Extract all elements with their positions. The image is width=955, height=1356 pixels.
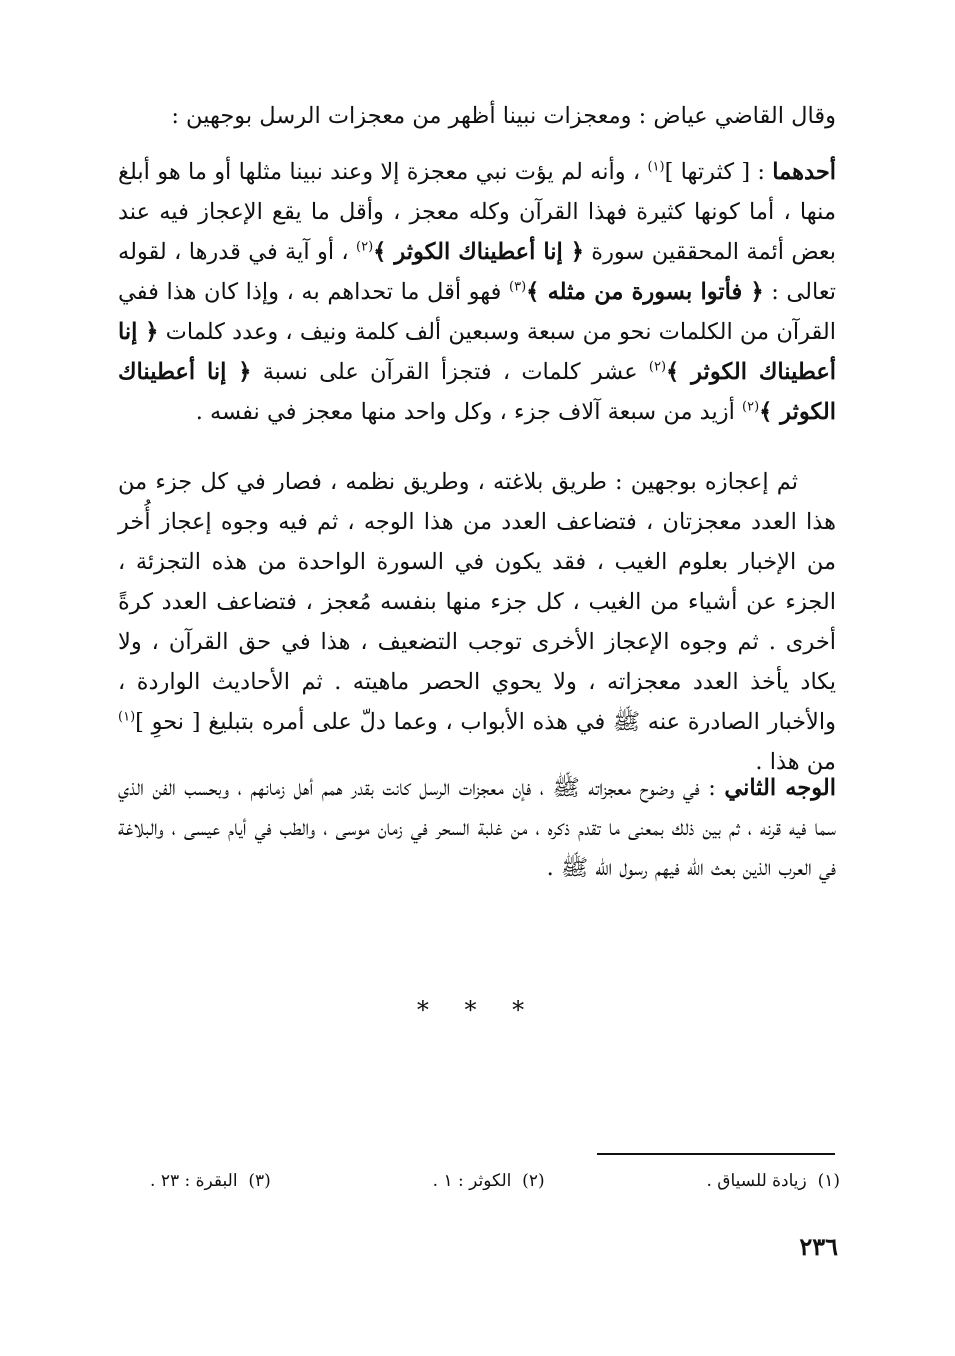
text-run: : [ كثرتها ] [664,159,773,185]
footnote-text: زيادة للسياق . [706,1171,807,1191]
text-run: ، وأنه لم يؤت نبي معجزة إلا وعند نبينا مثلها أو ما هو أبلغ منها ، أما كونها كثيرة فهذا القرآن وكله معجز ، وأقل ما يقع الإعجاز فيه عند بعض أئمة المحققين سورة [118,159,837,265]
footnote-divider [597,1153,835,1155]
footnote-number: (٣) [248,1171,271,1191]
footnote-ref: (١) [647,159,665,175]
paragraph-intro [118,96,836,136]
footnote-ref: (١) [118,709,136,725]
quran-quote: ﴿ فأتوا بسورة من مثله ﴾ [526,279,764,305]
page-number: ٢٣٦ [799,1232,838,1261]
quran-quote: ﴿ إنا أعطيناك الكوثر ﴾ [118,359,836,425]
text-run: من هذا . [755,749,836,775]
paragraph-second-aspect [118,768,836,888]
footnote-text: الكوثر : ١ . [432,1171,512,1191]
footnote-ref: (٣) [509,279,527,295]
footnote-ref: (٢) [742,399,760,415]
text-run: ، أو آية في قدرها ، لقوله تعالى : [118,239,836,305]
text-run: أزيد من سبعة آلاف جزء ، وكل واحد منها معجز في نفسه . [195,399,742,425]
footnotes [150,1168,840,1194]
footnote-ref: (٢) [356,239,374,255]
first-aspect-text [118,152,836,432]
footnote-ref: (٢) [648,359,667,375]
footnote-3 [150,1168,271,1194]
intro-text: وقال القاضي عياض : ومعجزات نبينا أظهر من معجزات الرسل بوجهين : [171,103,836,129]
second-aspect-heading: الوجه الثاني [724,775,836,801]
footnote-text: البقرة : ٢٣ . [150,1171,238,1191]
section-separator: * * * [416,996,539,1024]
paragraph-first-aspect [118,152,836,432]
quran-quote: ﴿ إنا أعطيناك الكوثر ﴾ [118,319,836,385]
footnote-number: (١) [817,1171,840,1191]
paragraph-inimitability [118,462,836,782]
quran-quote: ﴿ إنا أعطيناك الكوثر ﴾ [373,239,584,265]
inimitability-text [118,462,836,782]
first-aspect-heading: أحدهما [772,159,836,185]
text-run: ثم إعجازه بوجهين : طريق بلاغته ، وطريق نظمه ، فصار في كل جزء من هذا العدد معجزتان ، فتضاعف العدد من هذا الوجه ، ثم فيه وجوه إعجاز أُخر من الإخبار بعلوم الغيب ، فقد يكون في السورة الواحدة من هذه التجزئة ، الجزء عن أشياء من الغيب ، كل جزء منها بنفسه مُعجز ، فتضاعف العدد كرةً أخرى . ثم وجوه الإعجاز الأخرى توجب التضعيف ، هذا في حق القرآن ، ولا يكاد يأخذ العدد معجزاته ، ولا يحوي الحصر ماهيته . ثم الأحاديث الواردة ، والأخبار الصادرة عنه ﷺ في هذه الأبواب ، وعما دلّ على أمره بتبليغ [ نحوِ ] [118,469,836,735]
text-run: فهو أقل ما تحداهم به ، وإذا كان هذا ففي القرآن من الكلمات نحو من سبعة وسبعين ألف كلمة ونيف ، وعدد كلمات [118,279,836,345]
footnote-2 [433,1168,545,1194]
footnote-number: (٢) [522,1171,545,1191]
footnote-1 [706,1168,840,1194]
text-run: : في وضوح معجزاته ﷺ ، فإن معجزات الرسل كانت بقدر همم أهل زمانهم ، وبحسب الفن الذي سما فيه قرنه ، ثم بين ذلك بمعنى ما تقدم ذكره ، من غلبة السحر في زمان موسى ، والطب في أيام عيسى ، والبلاغة في العرب الذين بعث الله فيهم رسول الله ﷺ . [118,775,836,881]
text-run: عشر كلمات ، فتجزأ القرآن على نسبة [251,359,649,385]
second-aspect-text [118,768,836,888]
